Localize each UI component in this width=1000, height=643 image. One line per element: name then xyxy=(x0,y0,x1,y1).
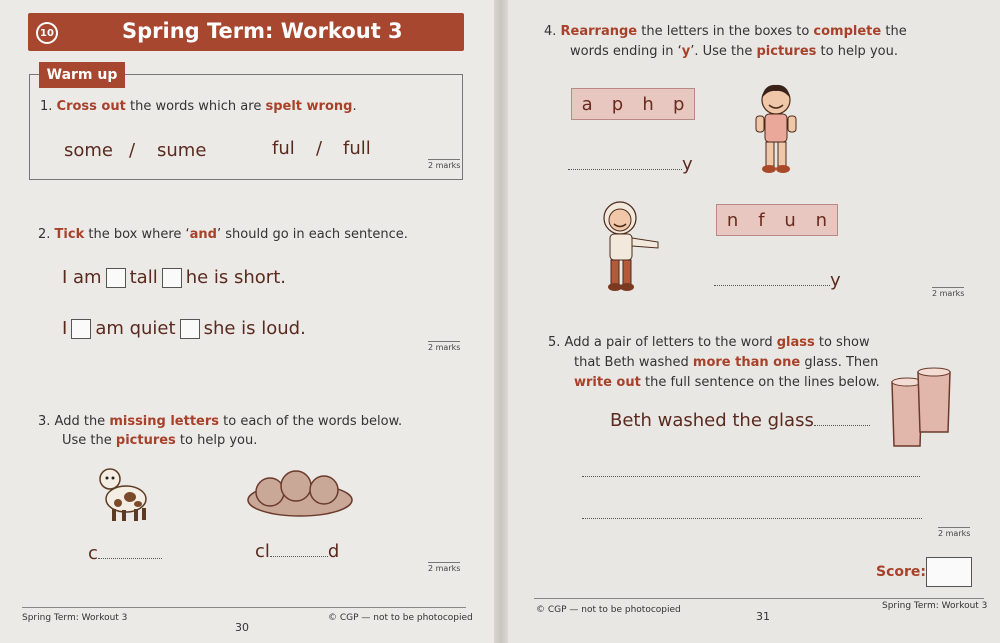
word-some[interactable]: some xyxy=(64,140,113,161)
right-page xyxy=(500,0,1000,643)
answer-blank[interactable] xyxy=(270,556,328,557)
footer-copyright: © CGP — not to be photocopied xyxy=(536,605,681,615)
glasses-picture xyxy=(888,366,954,450)
marks-label: 2 marks xyxy=(428,343,461,352)
question-1: 1. Cross out the words which are spelt wrong. xyxy=(40,99,357,114)
word-ful[interactable]: ful xyxy=(272,138,295,159)
answer-line[interactable] xyxy=(582,518,922,519)
tick-box[interactable] xyxy=(180,319,200,339)
footer-rule xyxy=(22,607,466,608)
marks-label: 2 marks xyxy=(938,529,971,538)
answer-blank[interactable] xyxy=(568,169,682,170)
word-separator: / xyxy=(316,138,323,159)
marks-label: 2 marks xyxy=(428,161,461,170)
answer-blank[interactable] xyxy=(714,285,830,286)
letter-box-2: n f u n xyxy=(716,204,838,236)
title-bar xyxy=(28,13,464,51)
tick-box[interactable] xyxy=(71,319,91,339)
page-number: 30 xyxy=(235,621,249,634)
cloud-picture xyxy=(240,470,358,522)
footer-title: Spring Term: Workout 3 xyxy=(882,601,988,611)
page-number: 31 xyxy=(756,610,770,623)
workout-number-badge: 10 xyxy=(36,22,58,44)
marks-label: 2 marks xyxy=(932,289,965,298)
missing-letters-word-2[interactable]: cl d xyxy=(255,541,340,562)
book-spine xyxy=(494,0,508,643)
tick-box[interactable] xyxy=(106,268,126,288)
footer-title: Spring Term: Workout 3 xyxy=(22,613,128,623)
marks-label: 2 marks xyxy=(428,564,461,573)
tick-box[interactable] xyxy=(162,268,182,288)
missing-letters-word-1[interactable]: c xyxy=(88,543,162,564)
word-sume[interactable]: sume xyxy=(157,140,207,161)
footer-rule xyxy=(534,598,984,599)
happy-child-picture xyxy=(750,80,802,176)
warm-up-label: Warm up xyxy=(39,62,125,88)
sentence-2: I am quiet she is loud. xyxy=(62,318,306,339)
word-full[interactable]: full xyxy=(343,138,371,159)
page-title: Spring Term: Workout 3 xyxy=(122,19,403,43)
answer-line[interactable] xyxy=(582,476,920,477)
answer-line-2[interactable]: y xyxy=(714,270,841,291)
cow-picture xyxy=(96,465,152,523)
answer-blank[interactable] xyxy=(814,425,870,426)
question-4: 4. Rearrange the letters in the boxes to complete the words ending in ‘y’. Use the pictures to help you. xyxy=(544,24,907,59)
answer-line-1[interactable]: y xyxy=(568,154,693,175)
word-separator: / xyxy=(129,140,136,161)
answer-blank[interactable] xyxy=(98,558,162,559)
sentence-1: I am tall he is short. xyxy=(62,267,286,288)
question-5: 5. Add a pair of letters to the word glass to show that Beth washed more than one glass. Then write out the full sentence on the lines below. xyxy=(548,335,880,390)
footer-copyright: © CGP — not to be photocopied xyxy=(328,613,473,623)
warm-up-box xyxy=(29,74,463,180)
question-3: 3. Add the missing letters to each of the words below. Use the pictures to help you. xyxy=(38,414,403,448)
score-label: Score: xyxy=(876,564,926,580)
child-pointing-picture xyxy=(596,196,668,296)
question-2: 2. Tick the box where ‘and’ should go in each sentence. xyxy=(38,227,408,242)
letter-box-1: a p h p xyxy=(571,88,695,120)
score-box[interactable] xyxy=(926,557,972,587)
glass-sentence: Beth washed the glass xyxy=(610,410,870,431)
